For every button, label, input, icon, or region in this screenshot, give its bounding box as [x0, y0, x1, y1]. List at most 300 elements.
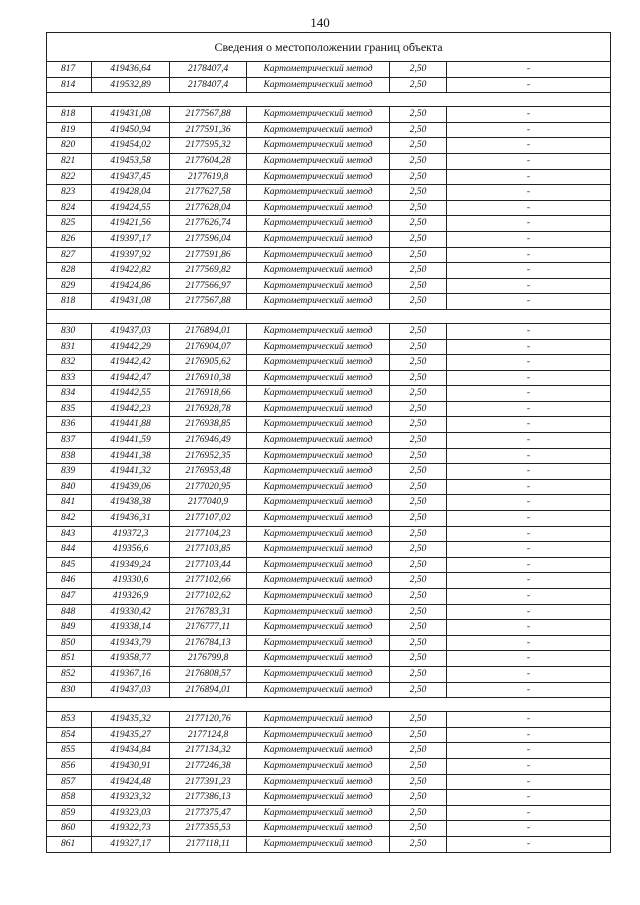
description-cell: - [447, 542, 611, 558]
table-row [47, 448, 611, 464]
point-number-cell: 852 [47, 666, 92, 682]
description-cell: - [447, 185, 611, 201]
method-cell: Картометрический метод [247, 511, 390, 527]
table-row [47, 62, 611, 78]
table-row [47, 635, 611, 651]
accuracy-cell: 2,50 [390, 339, 447, 355]
table-row [47, 774, 611, 790]
method-cell: Картометрический метод [247, 401, 390, 417]
coordinate-x-cell: 419454,02 [92, 138, 170, 154]
method-cell: Картометрический метод [247, 169, 390, 185]
description-cell: - [447, 107, 611, 123]
point-number-cell: 856 [47, 758, 92, 774]
table-row [47, 355, 611, 371]
accuracy-cell: 2,50 [390, 836, 447, 852]
description-cell: - [447, 355, 611, 371]
coordinate-y-cell: 2176928,78 [170, 401, 247, 417]
coordinate-x-cell: 419442,42 [92, 355, 170, 371]
description-cell: - [447, 836, 611, 852]
coordinate-x-cell: 419330,6 [92, 573, 170, 589]
point-number-cell: 821 [47, 153, 92, 169]
accuracy-cell: 2,50 [390, 790, 447, 806]
method-cell: Картометрический метод [247, 247, 390, 263]
method-cell: Картометрический метод [247, 836, 390, 852]
coordinate-y-cell: 2177386,13 [170, 790, 247, 806]
coordinate-y-cell: 2177118,11 [170, 836, 247, 852]
description-cell: - [447, 589, 611, 605]
table-row [47, 323, 611, 339]
coordinate-y-cell: 2176799,8 [170, 651, 247, 667]
coordinate-x-cell: 419442,47 [92, 370, 170, 386]
point-number-cell: 836 [47, 417, 92, 433]
point-number-cell: 860 [47, 821, 92, 837]
coordinate-y-cell: 2177628,04 [170, 200, 247, 216]
accuracy-cell: 2,50 [390, 573, 447, 589]
method-cell: Картометрический метод [247, 323, 390, 339]
coordinate-x-cell: 419442,23 [92, 401, 170, 417]
method-cell: Картометрический метод [247, 542, 390, 558]
method-cell: Картометрический метод [247, 526, 390, 542]
coordinate-y-cell: 2176910,38 [170, 370, 247, 386]
table-row [47, 464, 611, 480]
method-cell: Картометрический метод [247, 138, 390, 154]
method-cell: Картометрический метод [247, 200, 390, 216]
point-number-cell: 847 [47, 589, 92, 605]
coordinate-x-cell: 419323,32 [92, 790, 170, 806]
table-row [47, 479, 611, 495]
coordinate-x-cell: 419435,27 [92, 727, 170, 743]
point-number-cell: 851 [47, 651, 92, 667]
description-cell: - [447, 495, 611, 511]
description-cell: - [447, 758, 611, 774]
coordinate-y-cell: 2177134,32 [170, 743, 247, 759]
table-row [47, 370, 611, 386]
accuracy-cell: 2,50 [390, 448, 447, 464]
point-number-cell: 818 [47, 294, 92, 310]
coordinate-x-cell: 419436,64 [92, 62, 170, 78]
point-number-cell: 820 [47, 138, 92, 154]
method-cell: Картометрический метод [247, 339, 390, 355]
coordinate-y-cell: 2177103,44 [170, 557, 247, 573]
point-number-cell: 819 [47, 122, 92, 138]
coordinate-y-cell: 2177566,97 [170, 278, 247, 294]
coordinate-y-cell: 2176808,57 [170, 666, 247, 682]
method-cell: Картометрический метод [247, 294, 390, 310]
description-cell: - [447, 294, 611, 310]
coordinate-y-cell: 2177627,58 [170, 185, 247, 201]
coordinate-y-cell: 2176784,13 [170, 635, 247, 651]
coordinate-x-cell: 419437,03 [92, 323, 170, 339]
coordinate-x-cell: 419327,17 [92, 836, 170, 852]
accuracy-cell: 2,50 [390, 153, 447, 169]
accuracy-cell: 2,50 [390, 526, 447, 542]
accuracy-cell: 2,50 [390, 682, 447, 698]
accuracy-cell: 2,50 [390, 604, 447, 620]
coordinate-x-cell: 419435,32 [92, 712, 170, 728]
accuracy-cell: 2,50 [390, 727, 447, 743]
page-number: 140 [310, 15, 330, 30]
accuracy-cell: 2,50 [390, 138, 447, 154]
description-cell: - [447, 557, 611, 573]
accuracy-cell: 2,50 [390, 247, 447, 263]
point-number-cell: 826 [47, 231, 92, 247]
description-cell: - [447, 417, 611, 433]
description-cell: - [447, 651, 611, 667]
coordinate-x-cell: 419532,89 [92, 77, 170, 93]
description-cell: - [447, 774, 611, 790]
table-header-row [47, 33, 611, 62]
table-row [47, 805, 611, 821]
group-separator-row [47, 309, 611, 323]
description-cell: - [447, 727, 611, 743]
table-row [47, 339, 611, 355]
accuracy-cell: 2,50 [390, 774, 447, 790]
accuracy-cell: 2,50 [390, 666, 447, 682]
coordinate-y-cell: 2177120,76 [170, 712, 247, 728]
method-cell: Картометрический метод [247, 651, 390, 667]
coordinate-y-cell: 2176918,66 [170, 386, 247, 402]
description-cell: - [447, 247, 611, 263]
coordinate-x-cell: 419438,38 [92, 495, 170, 511]
table-row [47, 138, 611, 154]
coordinate-y-cell: 2177355,53 [170, 821, 247, 837]
coordinate-x-cell: 419326,9 [92, 589, 170, 605]
table-row [47, 247, 611, 263]
table-row [47, 821, 611, 837]
point-number-cell: 814 [47, 77, 92, 93]
method-cell: Картометрический метод [247, 62, 390, 78]
coordinate-x-cell: 419343,79 [92, 635, 170, 651]
method-cell: Картометрический метод [247, 479, 390, 495]
description-cell: - [447, 682, 611, 698]
coordinate-x-cell: 419349,24 [92, 557, 170, 573]
coordinate-y-cell: 2176894,01 [170, 682, 247, 698]
table-row [47, 495, 611, 511]
coordinate-y-cell: 2177124,8 [170, 727, 247, 743]
accuracy-cell: 2,50 [390, 464, 447, 480]
coordinate-x-cell: 419437,45 [92, 169, 170, 185]
description-cell: - [447, 620, 611, 636]
accuracy-cell: 2,50 [390, 651, 447, 667]
method-cell: Картометрический метод [247, 216, 390, 232]
separator-cell [47, 309, 611, 323]
method-cell: Картометрический метод [247, 370, 390, 386]
table-row [47, 200, 611, 216]
accuracy-cell: 2,50 [390, 805, 447, 821]
point-number-cell: 827 [47, 247, 92, 263]
description-cell: - [447, 263, 611, 279]
coordinate-y-cell: 2176953,48 [170, 464, 247, 480]
method-cell: Картометрический метод [247, 417, 390, 433]
description-cell: - [447, 604, 611, 620]
description-cell: - [447, 323, 611, 339]
point-number-cell: 845 [47, 557, 92, 573]
table-row [47, 77, 611, 93]
table-row [47, 712, 611, 728]
point-number-cell: 861 [47, 836, 92, 852]
accuracy-cell: 2,50 [390, 758, 447, 774]
coordinate-x-cell: 419424,48 [92, 774, 170, 790]
coordinate-y-cell: 2177604,28 [170, 153, 247, 169]
coordinate-y-cell: 2177020,95 [170, 479, 247, 495]
accuracy-cell: 2,50 [390, 635, 447, 651]
method-cell: Картометрический метод [247, 821, 390, 837]
method-cell: Картометрический метод [247, 666, 390, 682]
table-row [47, 604, 611, 620]
coordinate-y-cell: 2177569,82 [170, 263, 247, 279]
description-cell: - [447, 169, 611, 185]
coordinate-x-cell: 419439,06 [92, 479, 170, 495]
coordinate-y-cell: 2177595,32 [170, 138, 247, 154]
coordinate-y-cell: 2177626,74 [170, 216, 247, 232]
description-cell: - [447, 526, 611, 542]
table-row [47, 790, 611, 806]
accuracy-cell: 2,50 [390, 185, 447, 201]
description-cell: - [447, 666, 611, 682]
method-cell: Картометрический метод [247, 620, 390, 636]
description-cell: - [447, 386, 611, 402]
point-number-cell: 842 [47, 511, 92, 527]
accuracy-cell: 2,50 [390, 712, 447, 728]
coordinate-y-cell: 2177567,88 [170, 107, 247, 123]
table-title: Сведения о местоположении границ объекта [47, 33, 611, 62]
method-cell: Картометрический метод [247, 727, 390, 743]
accuracy-cell: 2,50 [390, 216, 447, 232]
method-cell: Картометрический метод [247, 122, 390, 138]
group-separator-row [47, 698, 611, 712]
table-row [47, 526, 611, 542]
coordinate-y-cell: 2178407,4 [170, 77, 247, 93]
coordinate-x-cell: 419397,17 [92, 231, 170, 247]
point-number-cell: 859 [47, 805, 92, 821]
accuracy-cell: 2,50 [390, 370, 447, 386]
method-cell: Картометрический метод [247, 433, 390, 449]
accuracy-cell: 2,50 [390, 433, 447, 449]
point-number-cell: 832 [47, 355, 92, 371]
coordinate-x-cell: 419441,59 [92, 433, 170, 449]
point-number-cell: 858 [47, 790, 92, 806]
description-cell: - [447, 401, 611, 417]
coordinate-x-cell: 419442,55 [92, 386, 170, 402]
method-cell: Картометрический метод [247, 185, 390, 201]
accuracy-cell: 2,50 [390, 231, 447, 247]
coordinate-y-cell: 2177596,04 [170, 231, 247, 247]
table-row [47, 511, 611, 527]
method-cell: Картометрический метод [247, 448, 390, 464]
point-number-cell: 855 [47, 743, 92, 759]
table-row [47, 433, 611, 449]
table-row [47, 651, 611, 667]
table-row [47, 401, 611, 417]
accuracy-cell: 2,50 [390, 821, 447, 837]
point-number-cell: 849 [47, 620, 92, 636]
point-number-cell: 850 [47, 635, 92, 651]
point-number-cell: 834 [47, 386, 92, 402]
coordinate-y-cell: 2176952,35 [170, 448, 247, 464]
point-number-cell: 844 [47, 542, 92, 558]
table-row [47, 682, 611, 698]
table-row [47, 153, 611, 169]
method-cell: Картометрический метод [247, 682, 390, 698]
method-cell: Картометрический метод [247, 464, 390, 480]
coordinate-x-cell: 419434,84 [92, 743, 170, 759]
table-row [47, 185, 611, 201]
method-cell: Картометрический метод [247, 278, 390, 294]
method-cell: Картометрический метод [247, 790, 390, 806]
point-number-cell: 840 [47, 479, 92, 495]
description-cell: - [447, 231, 611, 247]
coordinate-y-cell: 2178407,4 [170, 62, 247, 78]
point-number-cell: 839 [47, 464, 92, 480]
description-cell: - [447, 712, 611, 728]
coordinate-x-cell: 419424,86 [92, 278, 170, 294]
description-cell: - [447, 635, 611, 651]
point-number-cell: 846 [47, 573, 92, 589]
table-row [47, 666, 611, 682]
accuracy-cell: 2,50 [390, 386, 447, 402]
description-cell: - [447, 805, 611, 821]
accuracy-cell: 2,50 [390, 294, 447, 310]
method-cell: Картометрический метод [247, 77, 390, 93]
description-cell: - [447, 62, 611, 78]
accuracy-cell: 2,50 [390, 62, 447, 78]
coordinate-x-cell: 419436,31 [92, 511, 170, 527]
coordinate-x-cell: 419431,08 [92, 107, 170, 123]
accuracy-cell: 2,50 [390, 589, 447, 605]
table-row [47, 727, 611, 743]
table-row [47, 216, 611, 232]
coordinate-x-cell: 419322,73 [92, 821, 170, 837]
accuracy-cell: 2,50 [390, 107, 447, 123]
coordinate-x-cell: 419330,42 [92, 604, 170, 620]
coordinate-y-cell: 2176894,01 [170, 323, 247, 339]
accuracy-cell: 2,50 [390, 169, 447, 185]
accuracy-cell: 2,50 [390, 511, 447, 527]
coordinate-y-cell: 2177375,47 [170, 805, 247, 821]
method-cell: Картометрический метод [247, 153, 390, 169]
point-number-cell: 824 [47, 200, 92, 216]
coordinate-x-cell: 419431,08 [92, 294, 170, 310]
point-number-cell: 853 [47, 712, 92, 728]
description-cell: - [447, 216, 611, 232]
coordinate-x-cell: 419437,03 [92, 682, 170, 698]
coordinate-x-cell: 419356,6 [92, 542, 170, 558]
point-number-cell: 838 [47, 448, 92, 464]
coordinate-x-cell: 419424,55 [92, 200, 170, 216]
method-cell: Картометрический метод [247, 589, 390, 605]
method-cell: Картометрический метод [247, 263, 390, 279]
table-row [47, 417, 611, 433]
coordinate-y-cell: 2177591,36 [170, 122, 247, 138]
description-cell: - [447, 743, 611, 759]
table-row [47, 231, 611, 247]
coordinate-y-cell: 2176783,31 [170, 604, 247, 620]
accuracy-cell: 2,50 [390, 355, 447, 371]
accuracy-cell: 2,50 [390, 495, 447, 511]
accuracy-cell: 2,50 [390, 77, 447, 93]
point-number-cell: 848 [47, 604, 92, 620]
method-cell: Картометрический метод [247, 107, 390, 123]
coordinate-y-cell: 2177104,23 [170, 526, 247, 542]
accuracy-cell: 2,50 [390, 323, 447, 339]
point-number-cell: 841 [47, 495, 92, 511]
coordinate-x-cell: 419323,03 [92, 805, 170, 821]
accuracy-cell: 2,50 [390, 122, 447, 138]
description-cell: - [447, 790, 611, 806]
description-cell: - [447, 77, 611, 93]
coordinate-y-cell: 2177102,62 [170, 589, 247, 605]
point-number-cell: 830 [47, 323, 92, 339]
point-number-cell: 829 [47, 278, 92, 294]
coordinate-x-cell: 419453,58 [92, 153, 170, 169]
accuracy-cell: 2,50 [390, 263, 447, 279]
table-row [47, 620, 611, 636]
coordinate-y-cell: 2177246,38 [170, 758, 247, 774]
table-row [47, 542, 611, 558]
description-cell: - [447, 511, 611, 527]
table-row [47, 278, 611, 294]
method-cell: Картометрический метод [247, 712, 390, 728]
point-number-cell: 818 [47, 107, 92, 123]
accuracy-cell: 2,50 [390, 479, 447, 495]
description-cell: - [447, 138, 611, 154]
point-number-cell: 833 [47, 370, 92, 386]
point-number-cell: 823 [47, 185, 92, 201]
method-cell: Картометрический метод [247, 557, 390, 573]
coordinate-x-cell: 419422,82 [92, 263, 170, 279]
coordinate-y-cell: 2176938,85 [170, 417, 247, 433]
coordinate-y-cell: 2177107,02 [170, 511, 247, 527]
coordinate-x-cell: 419358,77 [92, 651, 170, 667]
coordinate-x-cell: 419397,92 [92, 247, 170, 263]
separator-cell [47, 698, 611, 712]
coordinate-y-cell: 2177391,23 [170, 774, 247, 790]
coordinate-y-cell: 2177102,66 [170, 573, 247, 589]
accuracy-cell: 2,50 [390, 417, 447, 433]
accuracy-cell: 2,50 [390, 278, 447, 294]
description-cell: - [447, 200, 611, 216]
description-cell: - [447, 573, 611, 589]
method-cell: Картометрический метод [247, 573, 390, 589]
method-cell: Картометрический метод [247, 758, 390, 774]
coordinate-x-cell: 419428,04 [92, 185, 170, 201]
coordinate-y-cell: 2176905,62 [170, 355, 247, 371]
group-separator-row [47, 93, 611, 107]
coordinate-y-cell: 2177103,85 [170, 542, 247, 558]
description-cell: - [447, 153, 611, 169]
table-row [47, 107, 611, 123]
description-cell: - [447, 433, 611, 449]
table-row [47, 836, 611, 852]
method-cell: Картометрический метод [247, 604, 390, 620]
method-cell: Картометрический метод [247, 231, 390, 247]
method-cell: Картометрический метод [247, 355, 390, 371]
accuracy-cell: 2,50 [390, 542, 447, 558]
description-cell: - [447, 122, 611, 138]
coordinate-x-cell: 419442,29 [92, 339, 170, 355]
coordinate-y-cell: 2177619,8 [170, 169, 247, 185]
method-cell: Картометрический метод [247, 635, 390, 651]
accuracy-cell: 2,50 [390, 200, 447, 216]
point-number-cell: 843 [47, 526, 92, 542]
coordinate-x-cell: 419421,56 [92, 216, 170, 232]
coordinate-x-cell: 419338,14 [92, 620, 170, 636]
table-row [47, 294, 611, 310]
coordinate-y-cell: 2177591,86 [170, 247, 247, 263]
point-number-cell: 817 [47, 62, 92, 78]
table-row [47, 169, 611, 185]
table-row [47, 557, 611, 573]
